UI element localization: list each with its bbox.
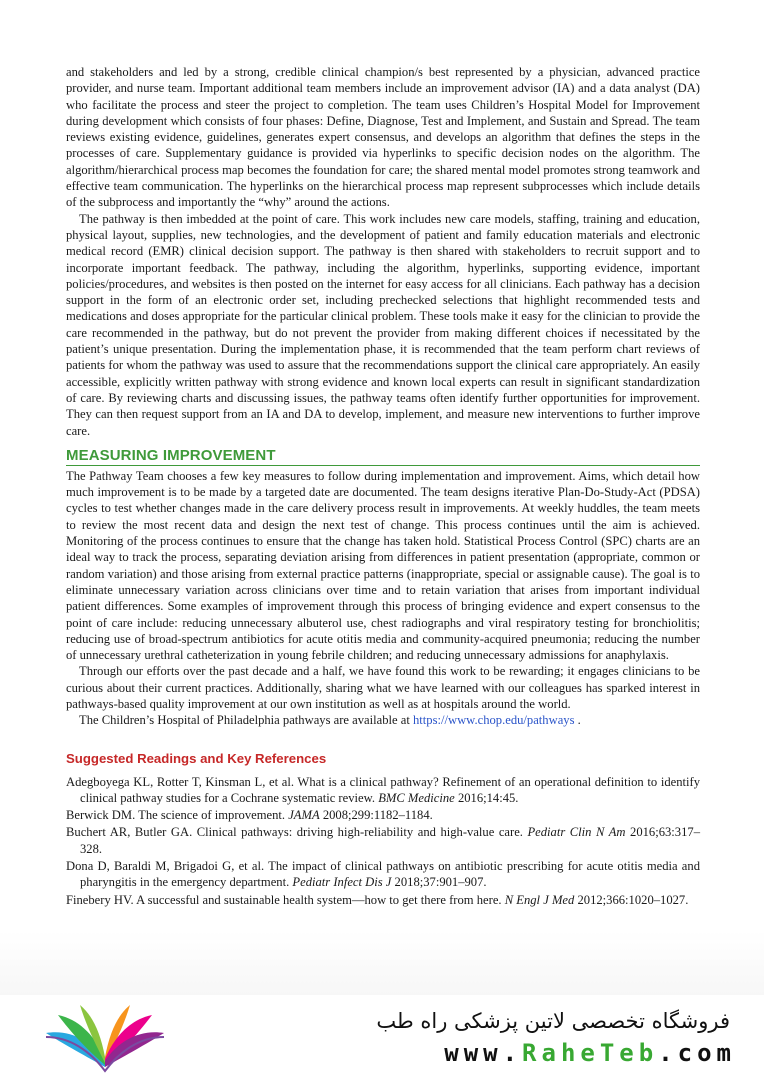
reference-list [66,774,700,908]
intro-paragraph-2: The pathway is then imbedded at the point of care. This work includes new care models, staffing, training and education, physical layout, supplies, new technologies, and the development of patient and family education materials and electronic medical record (EMR) clinical decision support. The pathway is then shared with stakeholders to recruit support and to incorporate important feedback. The pathway, including the algorithm, hyperlinks, supporting evidence, important policies/procedures, and websites is then posted on the internet for easy access for all clinicians. Each pathway has a decision support in the form of an electronic order set, including prechecked selections that highlight recommended tests and medications and doses appropriate for the particular clinical problem. These tools make it easy for the clinician to provide the care recommended in the pathway, but do not prevent the provider from making different choices if necessitated by the patient’s unique presentation. During the implementation phase, it is recommended that the team perform chart reviews of patients for whom the pathway was used to assure that the recommendations support the clinical care appropriately. An easily accessible, explicitly written pathway with strong evidence and known local experts can result in significant standardization of care. By reviewing charts and discussing issues, the pathway teams often identify further opportunities for improvement. They can then request support from an IA and DA to develop, implement, and measure new interventions to further improve care. [66,211,700,438]
measuring-paragraph-2: Through our efforts over the past decade and a half, we have found this work to be rewarding; it engages clinicians to be curious about their current practices. Additionally, sharing what we have learned with our colleagues has sparked interest in pathways-based quality improvement at our own institution as well as at hospitals around the world. [66,664,700,711]
section-heading: MEASURING IMPROVEMENT [66,447,700,466]
availability-end: . [577,713,581,728]
reference-item: Adegboyega KL, Rotter T, Kinsman L, et al. What is a clinical pathway? Refinement of an operational definition to identify clinical pathway studies for a Cochrane systematic review. BMC Medicine 2016;14:45. [66,774,700,805]
reference-item: Berwick DM. The science of improvement. JAMA 2008;299:1182–1184. [66,808,433,823]
book-logo-icon [40,1001,170,1073]
intro-paragraph-1: and stakeholders and led by a strong, credible clinical champion/s best represented by a physician, advanced practice provider, and nurse team. Important additional team members include an improvement advisor (IA) and a data analyst (DA) who facilitate the process and steer the project to completion. The team uses Children’s Hospital Model for Improvement during development which consists of four phases: Define, Diagnose, Test and Implement, and Sustain and Spread. The team reviews existing evidence, guidelines, generates expert consensus, and develops an algorithm that defines the steps in the processes of care. Supplementary guidance is provided via hyperlinks to specific decision nodes on the algorithm. The algorithm/hierarchical process map becomes the foundation for care; the shared mental model promotes strong teamwork and effective team communication. The hyperlinks on the hierarchical process map represent subprocesses which include details of the subprocess and importantly the “why” around the actions. [66,65,700,210]
shop-name: فروشگاه تخصصی لاتین پزشکی راه طب [376,1009,730,1033]
watermark-footer [0,995,764,1080]
site-url[interactable]: www.RaheTeb.com [444,1039,736,1067]
availability-text: The Children’s Hospital of Philadelphia pathways are available at [79,713,410,728]
reference-item: Buchert AR, Butler GA. Clinical pathways: driving high-reliability and high-value care. Pediatr Clin N Am 2016;63:317–328. [66,825,700,856]
availability-paragraph [66,712,700,728]
measuring-paragraph-1: The Pathway Team chooses a few key measures to follow during implementation and improvement. Aims, which detail how much improvement is to be made by a targeted date are documented. The team designs iterative Plan-Do-Study-Act (PDSA) cycles to test whether changes made in the care delivery process result in improvements. At weekly huddles, the team meets to review the most recent data and design the next test of change. This process continues until the aim is achieved. Monitoring of the process continues to ensure that the change has taken hold. Statistical Process Control (SPC) charts are an ideal way to track the process, separating deviation arising from differences in patient presentation (appropriate, common or random variation) and those arising from external practice patterns (inappropriate, special or assignable cause). The goal is to eliminate unnecessary variation across clinicians over time and to retain variation that arises from important individual patient differences. Some examples of improvement through this process of bringing evidence and expert consensus to the point of care include: reducing unnecessary albuterol use, chest radiographs and viral respiratory testing for bronchiolitis; reducing use of broad-spectrum antibiotics for acute otitis media and community-acquired pneumonia; reducing the number of unnecessary urethral catheterization in young febrile children; and reducing unnecessary admissions for anaphylaxis. [66,468,700,663]
bottom-fade [0,930,764,1000]
reference-item: Dona D, Baraldi M, Brigadoi G, et al. The impact of clinical pathways on antibiotic prescribing for acute otitis media and pharyngitis in the emergency department. Pediatr Infect Dis J 2018;37:901–907. [66,859,700,890]
references-heading: Suggested Readings and Key References [66,750,327,766]
page-content [66,64,700,909]
reference-item: Finebery HV. A successful and sustainable health system—how to get there from here. N Engl J Med 2012;366:1020–1027. [66,892,689,907]
pathways-link[interactable]: https://www.chop.edu/pathways [413,713,575,728]
